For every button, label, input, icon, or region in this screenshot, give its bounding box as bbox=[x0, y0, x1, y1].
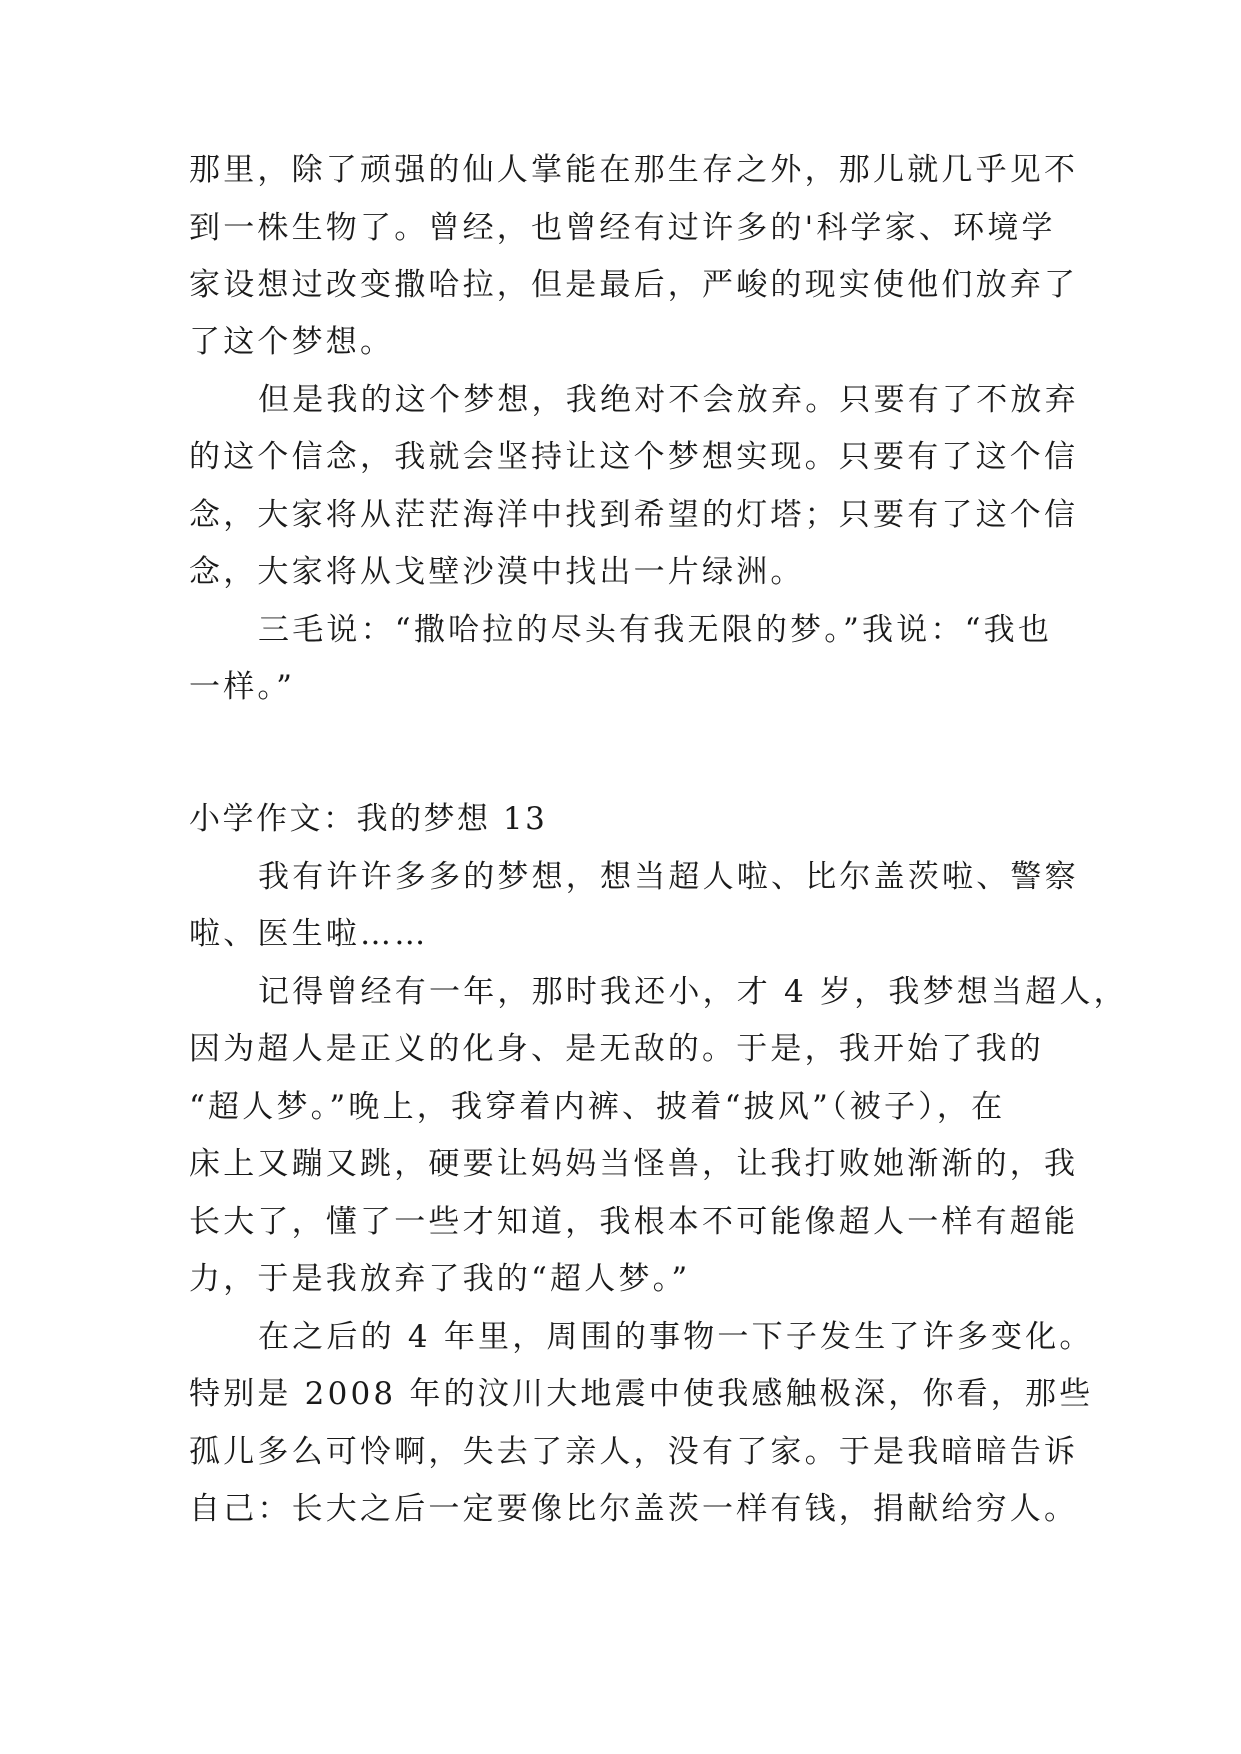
paragraph-line: 但是我的这个梦想，我绝对不会放弃。只要有了不放弃 bbox=[258, 382, 1079, 418]
paragraph-line: 记得曾经有一年，那时我还小，才 4 岁，我梦想当超人， bbox=[258, 974, 1128, 1010]
paragraph-line: 孤儿多么可怜啊，失去了亲人，没有了家。于是我暗暗告诉 bbox=[189, 1434, 1079, 1470]
paragraph-line: 我有许许多多的梦想，想当超人啦、比尔盖茨啦、警察 bbox=[258, 859, 1079, 895]
paragraph-line: 因为超人是正义的化身、是无敌的。于是，我开始了我的 bbox=[189, 1031, 1044, 1067]
paragraph-line: 特别是 2008 年的汶川大地震中使我感触极深，你看，那些 bbox=[189, 1376, 1094, 1412]
paragraph-line: 家设想过改变撒哈拉，但是最后，严峻的现实使他们放弃了 bbox=[189, 267, 1079, 303]
paragraph-line: 那里，除了顽强的仙人掌能在那生存之外，那儿就几乎见不 bbox=[189, 152, 1079, 188]
section-title: 小学作文：我的梦想 13 bbox=[189, 801, 548, 837]
paragraph-line: 长大了，懂了一些才知道，我根本不可能像超人一样有超能 bbox=[189, 1204, 1079, 1240]
paragraph-line: 念，大家将从茫茫海洋中找到希望的灯塔；只要有了这个信 bbox=[189, 497, 1079, 533]
paragraph-line: 的这个信念，我就会坚持让这个梦想实现。只要有了这个信 bbox=[189, 439, 1079, 475]
paragraph-line: 三毛说：“撒哈拉的尽头有我无限的梦。”我说：“我也 bbox=[258, 612, 1053, 648]
paragraph-line: 一样。” bbox=[189, 669, 296, 705]
paragraph-line: 自己：长大之后一定要像比尔盖茨一样有钱，捐献给穷人。 bbox=[189, 1491, 1079, 1527]
paragraph-line: 床上又蹦又跳，硬要让妈妈当怪兽，让我打败她渐渐的，我 bbox=[189, 1146, 1079, 1182]
paragraph-line: 念，大家将从戈壁沙漠中找出一片绿洲。 bbox=[189, 554, 805, 590]
paragraph-line: 力，于是我放弃了我的“超人梦。” bbox=[189, 1261, 691, 1297]
paragraph-line: “超人梦。”晚上，我穿着内裤、披着“披风”（被子），在 bbox=[189, 1089, 1006, 1125]
paragraph-line: 在之后的 4 年里，周围的事物一下子发生了许多变化。 bbox=[258, 1319, 1094, 1355]
paragraph-line: 到一株生物了。曾经，也曾经有过许多的'科学家、环境学 bbox=[189, 210, 1056, 246]
paragraph-line: 了这个梦想。 bbox=[189, 324, 395, 360]
paragraph-line: 啦、医生啦…… bbox=[189, 916, 429, 952]
